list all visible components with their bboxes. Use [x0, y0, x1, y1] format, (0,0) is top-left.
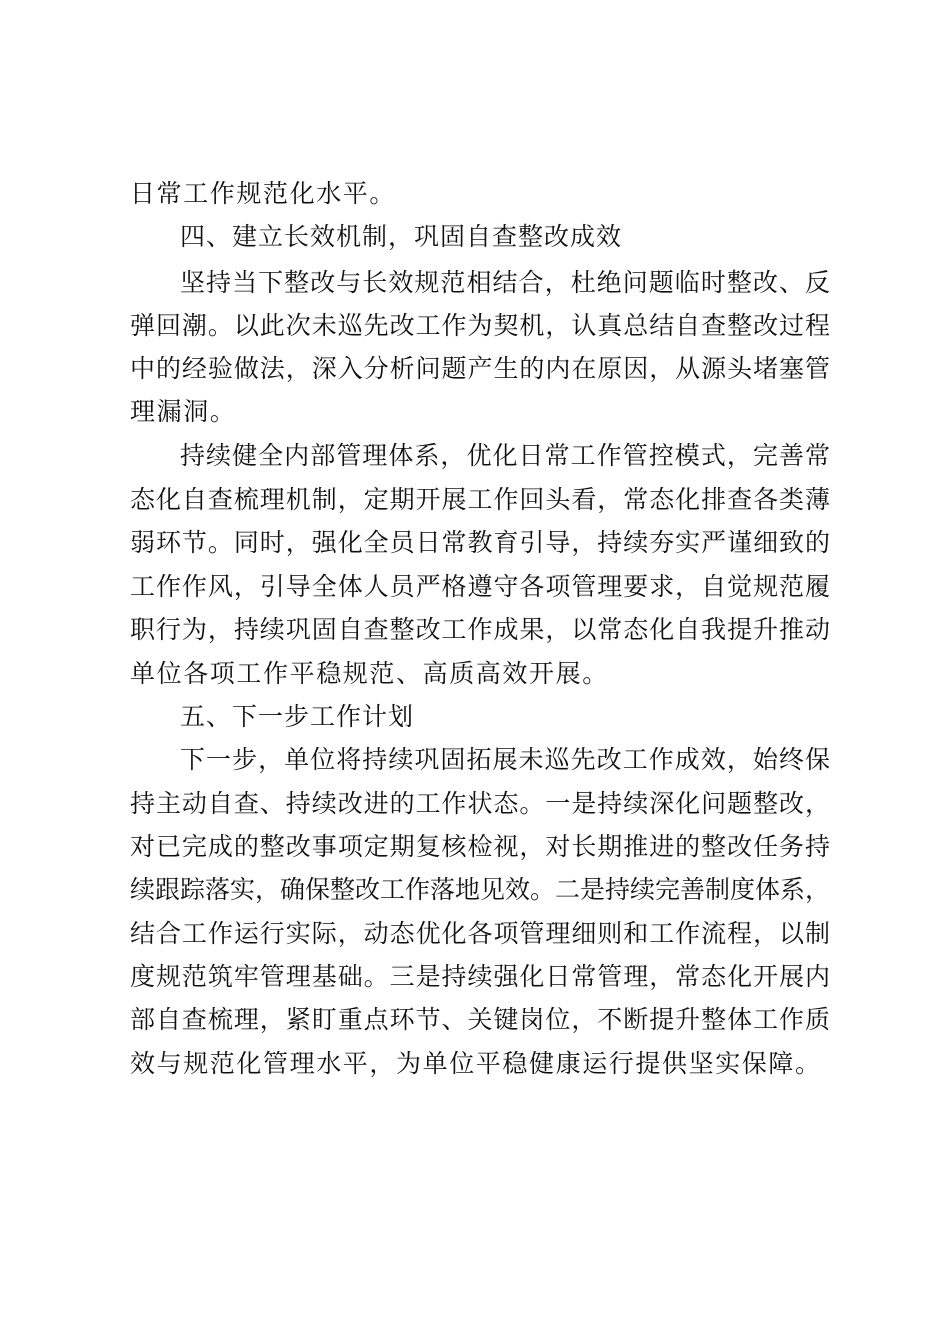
paragraph-line: 职行为，持续巩固自查整改工作成果，以常态化自我提升推动 — [130, 615, 830, 644]
section-heading: 五、下一步工作计划 — [180, 702, 415, 731]
paragraph-line: 部自查梳理，紧盯重点环节、关键岗位，不断提升整体工作质 — [130, 1005, 830, 1034]
paragraph-line: 续跟踪落实，确保整改工作落地见效。二是持续完善制度体系， — [130, 875, 831, 904]
paragraph-line: 坚持当下整改与长效规范相结合，杜绝问题临时整改、反 — [180, 268, 830, 297]
paragraph-line: 下一步，单位将持续巩固拓展未巡先改工作成效，始终保 — [180, 745, 830, 774]
paragraph-line: 弱环节。同时，强化全员日常教育引导，持续夯实严谨细致的 — [130, 528, 830, 557]
paragraph-line: 中的经验做法，深入分析问题产生的内在原因，从源头堵塞管 — [130, 354, 830, 383]
paragraph-line: 对已完成的整改事项定期复核检视，对长期推进的整改任务持 — [130, 832, 830, 861]
paragraph-line: 理漏洞。 — [130, 397, 237, 426]
paragraph-line: 弹回潮。以此次未巡先改工作为契机，认真总结自查整改过程 — [130, 311, 830, 340]
paragraph-line: 度规范筑牢管理基础。三是持续强化日常管理，常态化开展内 — [130, 962, 830, 991]
section-heading: 四、建立长效机制，巩固自查整改成效 — [180, 222, 623, 251]
paragraph-line: 单位各项工作平稳规范、高质高效开展。 — [130, 659, 609, 688]
paragraph-line: 态化自查梳理机制，定期开展工作回头看，常态化排查各类薄 — [130, 485, 830, 514]
paragraph-line: 结合工作运行实际，动态优化各项管理细则和工作流程，以制 — [130, 919, 830, 948]
paragraph-line: 持续健全内部管理体系，优化日常工作管控模式，完善常 — [180, 441, 830, 470]
paragraph-line: 持主动自查、持续改进的工作状态。一是持续深化问题整改， — [130, 789, 830, 818]
paragraph-line: 日常工作规范化水平。 — [130, 179, 397, 208]
paragraph-line: 工作作风，引导全体人员严格遵守各项管理要求，自觉规范履 — [130, 572, 830, 601]
paragraph-line: 效与规范化管理水平，为单位平稳健康运行提供坚实保障。 — [130, 1049, 822, 1078]
